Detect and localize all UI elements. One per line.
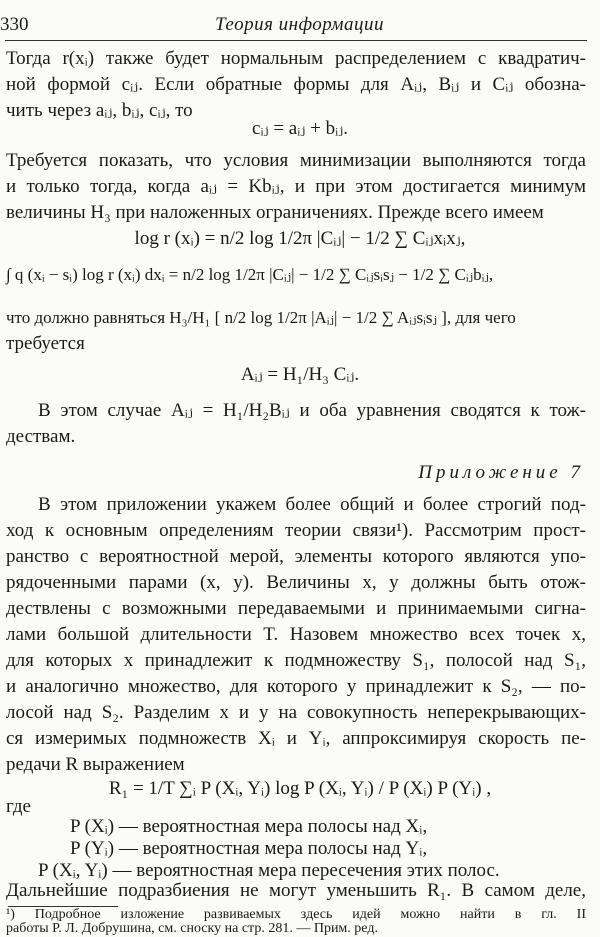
text-line: рядоченными парами (x, y). Величины x, y должны быть отож- xyxy=(6,572,586,593)
footnote-line: ¹) Подробное изложение развиваемых здесь идей можно найти в гл. II xyxy=(6,907,586,922)
equation-c: cᵢⱼ = aᵢⱼ + bᵢⱼ. xyxy=(252,118,348,139)
equation-log-r: log r (xᵢ) = n/2 log 1/2π |Cᵢⱼ| − 1/2 ∑ Cᵢⱼxᵢxⱼ, xyxy=(134,228,466,249)
footnote-line: работы Р. Л. Добрушина, см. сноску на стр. 281. — Прим. ред. xyxy=(6,921,378,936)
text-line: и только тогда, когда aᵢⱼ = Kbᵢⱼ, и при этом достигается минимум xyxy=(6,176,586,197)
text-line: требуется xyxy=(6,333,85,354)
text-line: В этом приложении укажем более общий и более строгий под- xyxy=(38,494,586,515)
text-line: для которых x принадлежит к подмножеству S₁, полосой над S₁, xyxy=(6,650,586,671)
equation-integral: ∫ q (xᵢ − sᵢ) log r (xᵢ) dxᵢ = n/2 log 1/2π |Cᵢⱼ| − 1/2 ∑ Cᵢⱼsᵢsⱼ − 1/2 ∑ Cᵢⱼbᵢⱼ, xyxy=(6,265,494,284)
page-number: 330 xyxy=(0,14,29,35)
text-line: В этом случае Aᵢⱼ = H₁/H₂Bᵢⱼ и оба уравнения сводятся к тож- xyxy=(38,400,586,421)
text-line: редачи R выражением xyxy=(6,754,185,775)
text-line: Дальнейшие подразбиения не могут уменьшить R₁. В самом деле, xyxy=(6,880,586,901)
text-line: ся измеримых подмножеств Xᵢ и Yᵢ, аппроксимируя скорость пе- xyxy=(6,728,586,749)
definition-py: P (Yᵢ) — вероятностная мера полосы над Yᵢ, xyxy=(70,838,428,859)
text-line: лами большой длительности T. Назовем множество всех точек x, xyxy=(6,624,586,645)
equation-condition: что должно равняться H₃/H₁ [ n/2 log 1/2π |Aᵢⱼ| − 1/2 ∑ Aᵢⱼsᵢsⱼ ], для чего xyxy=(6,308,516,327)
text-line: Тогда r(xᵢ) также будет нормальным распределением с квадратич- xyxy=(6,48,586,69)
text-line: ной формой cᵢⱼ. Если обратные формы для Aᵢⱼ, Bᵢⱼ и Cᵢⱼ обозна- xyxy=(6,74,586,95)
text-line: и аналогично множество, для которого y принадлежит к S₂, — по- xyxy=(6,676,586,697)
equation-R1: R₁ = 1/T ∑ᵢ P (Xᵢ, Yᵢ) log P (Xᵢ, Yᵢ) / P (Xᵢ) P (Yᵢ) , xyxy=(108,778,492,799)
definition-px: P (Xᵢ) — вероятностная мера полосы над Xᵢ, xyxy=(70,816,428,837)
text-line: лосой над S₂. Разделим x и y на совокупность неперекрывающих- xyxy=(6,702,586,723)
definition-pxy: P (Xᵢ, Yᵢ) — вероятностная мера пересечения этих полос. xyxy=(38,860,500,881)
appendix-heading: Приложение 7 xyxy=(418,462,584,483)
text-line: дествлены с возможными передаваемыми и принимаемыми сигна- xyxy=(6,598,586,619)
equation-A: Aᵢⱼ = H₁/H₃ Cᵢⱼ. xyxy=(240,364,360,385)
text-line: дествам. xyxy=(6,426,76,447)
header-rule xyxy=(5,40,587,41)
text-line: ход к основным определениям теории связи¹). Рассмотрим прост- xyxy=(6,520,586,541)
text-line: величины H₃ при наложенных ограничениях. Прежде всего имеем xyxy=(6,202,544,223)
text-line: ранство с вероятностной мерой, элементы которого являются упо- xyxy=(6,546,586,567)
text-line: Требуется показать, что условия минимизации выполняются тогда xyxy=(6,150,586,171)
running-header xyxy=(0,6,590,34)
where-word: где xyxy=(6,796,31,817)
text-line: чить через aᵢⱼ, bᵢⱼ, cᵢⱼ, то xyxy=(6,100,193,121)
running-title: Теория информации xyxy=(215,14,384,35)
